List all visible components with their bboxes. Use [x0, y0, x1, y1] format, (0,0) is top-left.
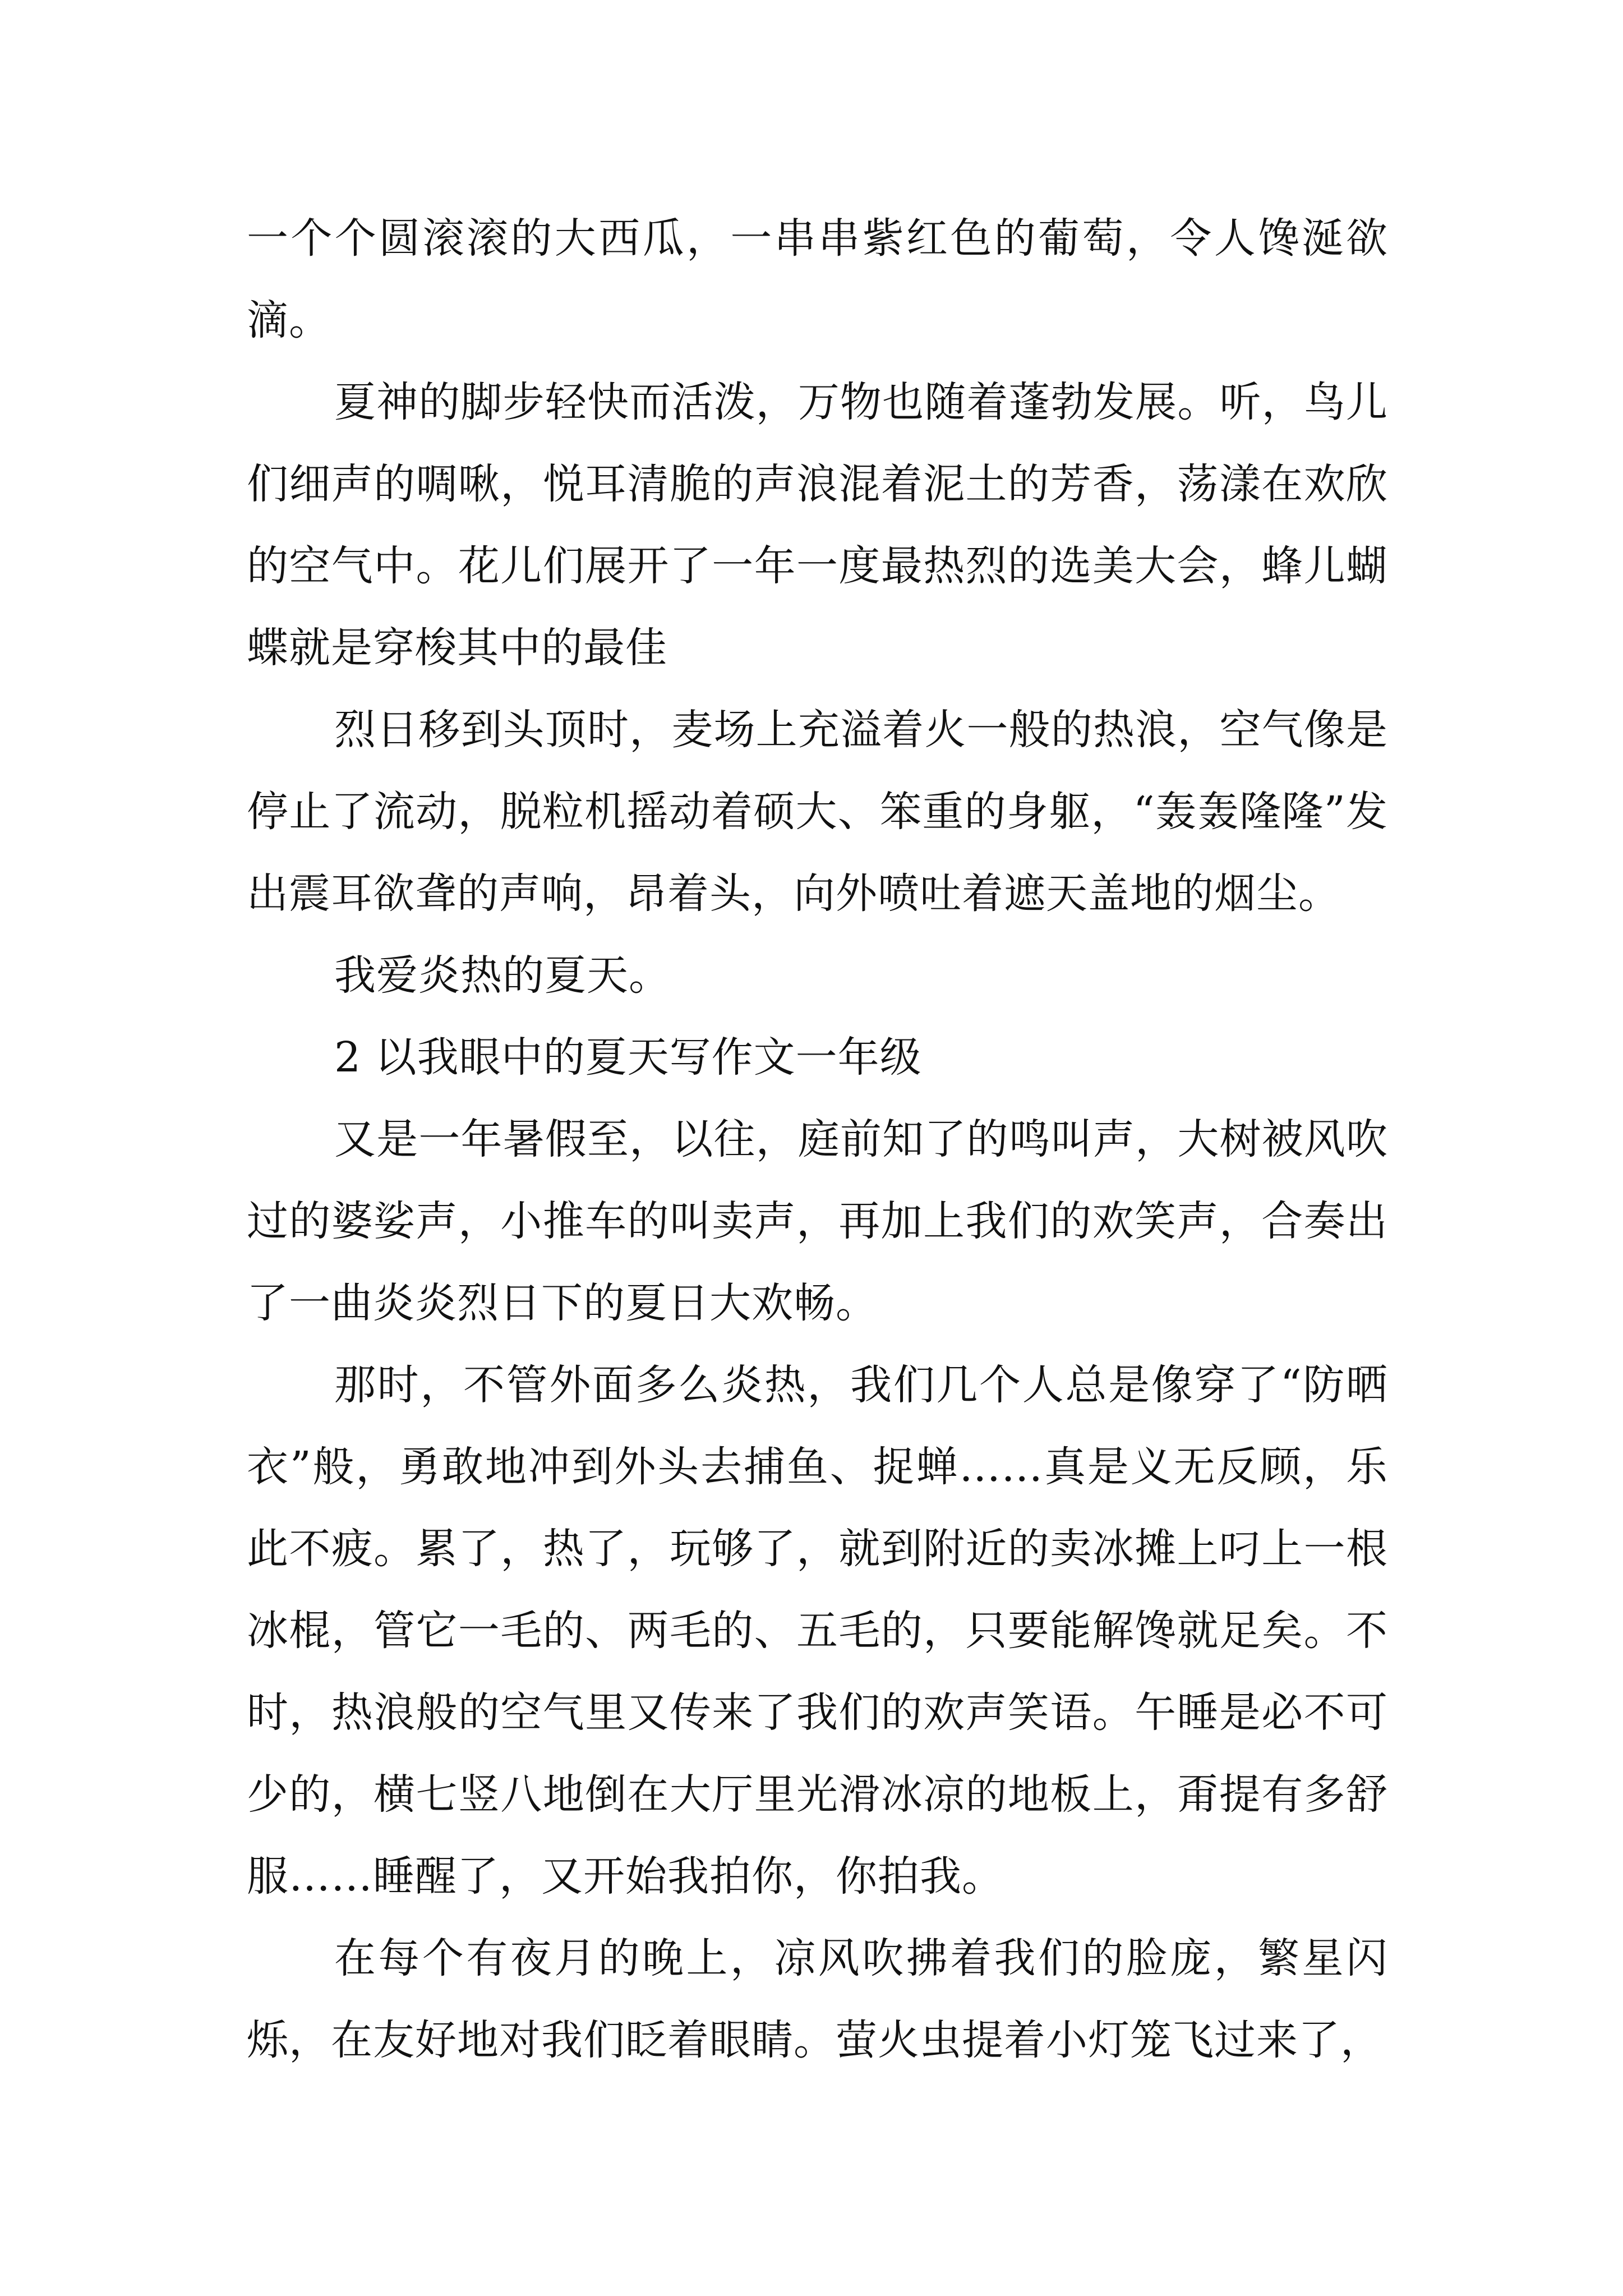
paragraph-3: 烈日移到头顶时，麦场上充溢着火一般的热浪，空气像是停止了流动，脱粒机摇动着硕大、笨重的身躯，“轰轰隆隆”发出震耳欲聋的声响，昂着头，向外喷吐着遮天盖地的烟尘。 [247, 706, 1388, 918]
document-page [247, 197, 1388, 2081]
paragraph-5: 又是一年暑假至，以往，庭前知了的鸣叫声，大树被风吹过的婆娑声，小推车的叫卖声，再加上我们的欢笑声，合奏出了一曲炎炎烈日下的夏日大欢畅。 [247, 1115, 1388, 1327]
paragraph-7: 在每个有夜月的晚上，凉风吹拂着我们的脸庞，繁星闪烁，在友好地对我们眨着眼睛。萤火虫提着小灯笼飞过来了， [247, 1934, 1388, 2064]
section-heading: 2 以我眼中的夏天写作文一年级 [334, 1033, 922, 1082]
paragraph-2: 夏神的脚步轻快而活泼，万物也随着蓬勃发展。听，鸟儿们细声的啁啾，悦耳清脆的声浪混着泥土的芳香，荡漾在欢欣的空气中。花儿们展开了一年一度最热烈的选美大会，蜂儿蝴蝶就是穿梭其中的最佳 [247, 378, 1388, 672]
paragraph-1: 一个个圆滚滚的大西瓜，一串串紫红色的葡萄，令人馋涎欲滴。 [247, 214, 1388, 344]
paragraph-6: 那时，不管外面多么炎热，我们几个人总是像穿了“防晒衣”般，勇敢地冲到外头去捕鱼、捉蝉……真是义无反顾，乐此不疲。累了，热了，玩够了，就到附近的卖冰摊上叼上一根冰棍，管它一毛的、两毛的、五毛的，只要能解馋就足矣。不时，热浪般的空气里又传来了我们的欢声笑语。午睡是必不可少的，横七竖八地倒在大厅里光滑冰凉的地板上，甭提有多舒服……睡醒了，又开始我拍你，你拍我。 [247, 1361, 1388, 1901]
paragraph-4: 我爱炎热的夏天。 [334, 951, 671, 1000]
